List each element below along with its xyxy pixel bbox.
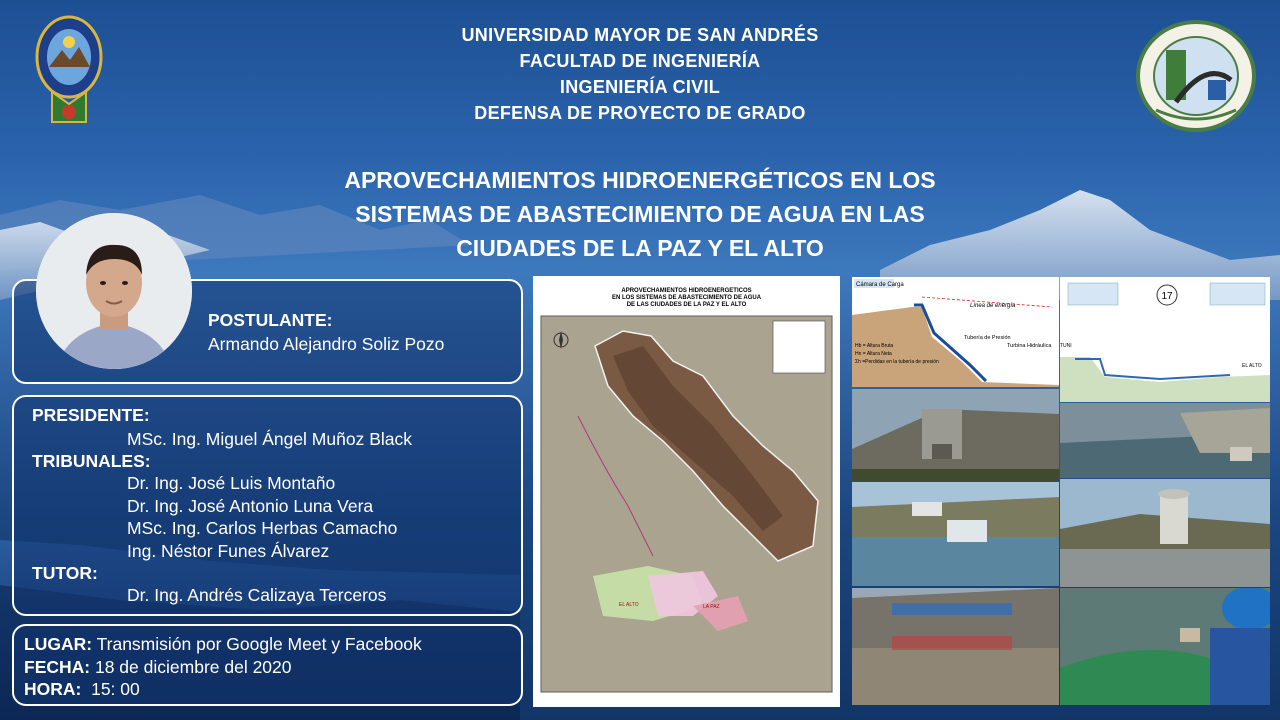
el-alto-label: EL ALTO (1242, 363, 1262, 369)
treatment-plant-photo (852, 482, 1059, 586)
reservoir-photo (1060, 403, 1270, 478)
tuberia-label: Tubería de Presión (964, 335, 1011, 341)
linea-energia-label: Línea de energía (970, 303, 1016, 309)
postulante-label: POSTULANTE: (208, 310, 333, 330)
tuni-label: TUNI (1060, 343, 1072, 349)
project-map (533, 276, 840, 707)
tribunal-member: Dr. Ing. José Antonio Luna Vera (127, 496, 374, 516)
map-label-el-alto: EL ALTO (619, 602, 639, 608)
title-line-3: CIUDADES DE LA PAZ Y EL ALTO (456, 235, 824, 261)
hydro-schematic-left (852, 277, 1059, 387)
map-title-3: DE LAS CIUDADES DE LA PAZ Y EL ALTO (626, 302, 747, 308)
event-type: DEFENSA DE PROYECTO DE GRADO (474, 103, 806, 123)
map-drawing (533, 276, 840, 707)
presidente-name: MSc. Ing. Miguel Ángel Muñoz Black (127, 429, 412, 449)
tribunal-member: Dr. Ing. José Luis Montaño (127, 473, 336, 493)
lugar-label: LUGAR: (24, 634, 93, 654)
slide-number-badge: 17 (1161, 291, 1173, 302)
map-label-la-paz: LA PAZ (703, 604, 720, 610)
candidate-photo (36, 213, 192, 369)
project-title (250, 163, 1030, 265)
title-line-1: APROVECHAMIENTOS HIDROENERGÉTICOS EN LOS (344, 167, 936, 193)
title-line-2: SISTEMAS DE ABASTECIMIENTO DE AGUA EN LAS (355, 201, 925, 227)
profile-schematic-drawing (1060, 277, 1270, 402)
lugar-row (24, 634, 422, 655)
hora-value: 15: 00 (86, 679, 140, 699)
hn-label: Hn = Altura Neta (855, 351, 892, 357)
tribunal-member: MSc. Ing. Carlos Herbas Camacho (127, 518, 398, 538)
tribunales-label: TRIBUNALES: (32, 451, 151, 471)
tank-photo (1060, 479, 1270, 587)
tutor-label: TUTOR: (32, 563, 98, 583)
hydro-schematic-drawing (852, 277, 1059, 387)
faculty-name: FACULTAD DE INGENIERÍA (519, 51, 761, 71)
university-header (370, 22, 910, 126)
turbina-label: Turbina Hidráulica (1007, 343, 1052, 349)
umsa-seal-right-icon (1136, 20, 1256, 132)
fecha-value: 18 de diciembre del 2020 (94, 657, 292, 677)
postulante-name: Armando Alejandro Soliz Pozo (208, 334, 445, 354)
event-crowd-photo (852, 588, 1059, 705)
zh-label: Σh =Perdidas en la tubería de presión (855, 359, 939, 365)
university-name: UNIVERSIDAD MAYOR DE SAN ANDRÉS (461, 25, 819, 45)
lugar-value: Transmisión por Google Meet y Facebook (96, 634, 422, 654)
hb-label: Hb = Altura Bruta (855, 343, 894, 349)
hora-row (24, 679, 140, 700)
presidente-label: PRESIDENTE: (32, 405, 150, 425)
hydro-schematic-right (1060, 277, 1270, 402)
camara-label: Cámara de Carga (856, 282, 904, 288)
avatar-icon (36, 213, 192, 369)
map-title-2: EN LOS SISTEMAS DE ABASTECIMIENTO DE AGUA (611, 295, 762, 301)
hora-label: HORA: (24, 679, 82, 699)
dam-photo (852, 389, 1059, 481)
fecha-row (24, 657, 292, 678)
engineer-photo (1060, 588, 1270, 705)
university-seal-left-icon (34, 12, 104, 132)
tribunal-member: Ing. Néstor Funes Álvarez (127, 541, 330, 561)
map-title-1: APROVECHAMIENTOS HIDROENERGETICOS (621, 288, 752, 294)
fecha-label: FECHA: (24, 657, 91, 677)
tutor-name: Dr. Ing. Andrés Calizaya Terceros (127, 585, 387, 605)
department-name: INGENIERÍA CIVIL (559, 77, 721, 97)
